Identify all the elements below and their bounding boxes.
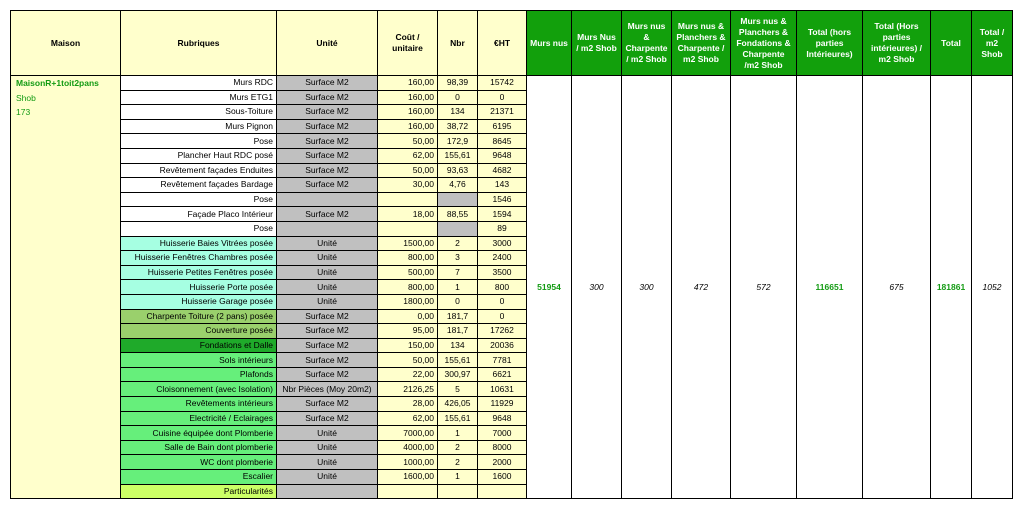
ht-cell[interactable]: 20036: [478, 338, 527, 353]
ht-cell[interactable]: 3500: [478, 265, 527, 280]
rubrique-cell[interactable]: Huisserie Baies Vitrées posée: [121, 236, 277, 251]
ht-cell[interactable]: 89: [478, 221, 527, 236]
ht-cell[interactable]: 4682: [478, 163, 527, 178]
rubrique-cell[interactable]: Sols intérieurs: [121, 353, 277, 368]
nbr-cell[interactable]: 4,76: [438, 178, 478, 193]
ht-cell[interactable]: 21371: [478, 105, 527, 120]
cout-cell[interactable]: 1000,00: [378, 455, 438, 470]
cout-cell[interactable]: 4000,00: [378, 440, 438, 455]
cout-cell[interactable]: 150,00: [378, 338, 438, 353]
ht-cell[interactable]: 9648: [478, 411, 527, 426]
unite-cell[interactable]: Unité: [277, 294, 378, 309]
cout-cell[interactable]: 22,00: [378, 367, 438, 382]
nbr-cell[interactable]: 2: [438, 440, 478, 455]
rubrique-cell[interactable]: Façade Placo Intérieur: [121, 207, 277, 222]
cout-cell[interactable]: 160,00: [378, 90, 438, 105]
unite-cell[interactable]: Unité: [277, 280, 378, 295]
nbr-cell[interactable]: 172,9: [438, 134, 478, 149]
summary-murs-plan-fond-charp[interactable]: 572: [731, 76, 797, 499]
ht-cell[interactable]: 0: [478, 90, 527, 105]
unite-cell[interactable]: Surface M2: [277, 163, 378, 178]
shob-value: 173: [16, 107, 31, 118]
header-murs-nus-shob[interactable]: Murs Nus / m2 Shob: [572, 11, 622, 76]
header-unite[interactable]: Unité: [277, 11, 378, 76]
ht-cell[interactable]: 11929: [478, 397, 527, 412]
nbr-cell[interactable]: 155,61: [438, 411, 478, 426]
cout-cell[interactable]: 28,00: [378, 397, 438, 412]
unite-cell[interactable]: Surface M2: [277, 411, 378, 426]
header-nbr[interactable]: Nbr: [438, 11, 478, 76]
maison-name: MaisonR+1toit2pans: [16, 78, 99, 88]
nbr-cell[interactable]: 1: [438, 426, 478, 441]
header-murs-nus[interactable]: Murs nus: [527, 11, 572, 76]
rubrique-cell[interactable]: Pose: [121, 192, 277, 207]
header-total[interactable]: Total: [931, 11, 972, 76]
unite-cell[interactable]: Surface M2: [277, 207, 378, 222]
unite-cell[interactable]: Surface M2: [277, 353, 378, 368]
rubrique-cell[interactable]: Plancher Haut RDC posé: [121, 148, 277, 163]
ht-cell[interactable]: 1546: [478, 192, 527, 207]
cout-cell[interactable]: 7000,00: [378, 426, 438, 441]
spreadsheet: [10, 10, 1013, 499]
rubrique-cell[interactable]: Pose: [121, 221, 277, 236]
rubrique-cell[interactable]: Pose: [121, 134, 277, 149]
nbr-cell[interactable]: 2: [438, 455, 478, 470]
cost-table: [10, 10, 1013, 499]
rubrique-cell[interactable]: Couverture posée: [121, 324, 277, 339]
nbr-cell[interactable]: 0: [438, 294, 478, 309]
unite-cell[interactable]: Unité: [277, 426, 378, 441]
nbr-cell[interactable]: [438, 484, 478, 499]
cout-cell[interactable]: 50,00: [378, 353, 438, 368]
rubrique-cell[interactable]: Charpente Toiture (2 pans) posée: [121, 309, 277, 324]
nbr-cell[interactable]: 426,05: [438, 397, 478, 412]
cout-cell[interactable]: 500,00: [378, 265, 438, 280]
cout-cell[interactable]: [378, 484, 438, 499]
ht-cell[interactable]: 0: [478, 309, 527, 324]
cout-cell[interactable]: 1600,00: [378, 470, 438, 485]
cout-cell[interactable]: [378, 192, 438, 207]
cout-cell[interactable]: 62,00: [378, 411, 438, 426]
cout-cell[interactable]: 160,00: [378, 76, 438, 91]
ht-cell[interactable]: 17262: [478, 324, 527, 339]
ht-cell[interactable]: 1600: [478, 470, 527, 485]
rubrique-cell[interactable]: Huisserie Porte posée: [121, 280, 277, 295]
rubrique-cell[interactable]: Revêtements intérieurs: [121, 397, 277, 412]
unite-cell[interactable]: Unité: [277, 455, 378, 470]
ht-cell[interactable]: 143: [478, 178, 527, 193]
nbr-cell[interactable]: 5: [438, 382, 478, 397]
ht-cell[interactable]: 800: [478, 280, 527, 295]
unite-cell[interactable]: Surface M2: [277, 134, 378, 149]
table-row: [11, 76, 1013, 91]
nbr-cell[interactable]: 7: [438, 265, 478, 280]
summary-murs-charp[interactable]: 300: [622, 76, 672, 499]
ht-cell[interactable]: 6621: [478, 367, 527, 382]
ht-cell[interactable]: 2000: [478, 455, 527, 470]
rubrique-cell[interactable]: Escalier: [121, 470, 277, 485]
rubrique-cell[interactable]: Murs RDC: [121, 76, 277, 91]
header-murs-charpente[interactable]: Murs nus & Charpente / m2 Shob: [622, 11, 672, 76]
rubrique-cell[interactable]: Cuisine équipée dont Plomberie: [121, 426, 277, 441]
unite-cell[interactable]: Surface M2: [277, 178, 378, 193]
unite-cell[interactable]: Surface M2: [277, 324, 378, 339]
ht-cell[interactable]: 7781: [478, 353, 527, 368]
summary-total[interactable]: 181861: [931, 76, 972, 499]
rubrique-cell[interactable]: WC dont plomberie: [121, 455, 277, 470]
nbr-cell[interactable]: 38,72: [438, 119, 478, 134]
ht-cell[interactable]: 8000: [478, 440, 527, 455]
unite-cell[interactable]: Surface M2: [277, 309, 378, 324]
header-rubriques[interactable]: Rubriques: [121, 11, 277, 76]
nbr-cell[interactable]: 181,7: [438, 309, 478, 324]
ht-cell[interactable]: 3000: [478, 236, 527, 251]
cout-cell[interactable]: 18,00: [378, 207, 438, 222]
unite-cell[interactable]: [277, 192, 378, 207]
cout-cell[interactable]: 0,00: [378, 309, 438, 324]
nbr-cell[interactable]: 155,61: [438, 353, 478, 368]
cout-cell[interactable]: 160,00: [378, 119, 438, 134]
ht-cell[interactable]: 8645: [478, 134, 527, 149]
header-murs-planchers-fondations-charpente[interactable]: Murs nus & Planchers & Fondations & Charpente /m2 Shob: [731, 11, 797, 76]
cout-cell[interactable]: 800,00: [378, 280, 438, 295]
unite-cell[interactable]: Surface M2: [277, 338, 378, 353]
unite-cell[interactable]: Surface M2: [277, 367, 378, 382]
ht-cell[interactable]: 15742: [478, 76, 527, 91]
summary-total-hors[interactable]: 116651: [797, 76, 863, 499]
summary-murs-plan-charp[interactable]: 472: [672, 76, 731, 499]
nbr-cell[interactable]: 93,63: [438, 163, 478, 178]
header-ht[interactable]: €HT: [478, 11, 527, 76]
unite-cell[interactable]: Surface M2: [277, 76, 378, 91]
nbr-cell[interactable]: 1: [438, 280, 478, 295]
summary-murs-nus[interactable]: 51954: [527, 76, 572, 499]
nbr-cell[interactable]: [438, 192, 478, 207]
shob-label: Shob: [16, 92, 36, 103]
cout-cell[interactable]: 1500,00: [378, 236, 438, 251]
ht-cell[interactable]: 2400: [478, 251, 527, 266]
ht-cell[interactable]: 1594: [478, 207, 527, 222]
nbr-cell[interactable]: 300,97: [438, 367, 478, 382]
ht-cell[interactable]: 10631: [478, 382, 527, 397]
ht-cell[interactable]: 7000: [478, 426, 527, 441]
nbr-cell[interactable]: 181,7: [438, 324, 478, 339]
unite-cell[interactable]: Unité: [277, 236, 378, 251]
header-total-hors[interactable]: Total (hors parties Intérieures): [797, 11, 863, 76]
ht-cell[interactable]: [478, 484, 527, 499]
rubrique-cell[interactable]: Murs ETG1: [121, 90, 277, 105]
nbr-cell[interactable]: 155,61: [438, 148, 478, 163]
unite-cell[interactable]: Nbr Pièces (Moy 20m2): [277, 382, 378, 397]
rubrique-cell[interactable]: Revêtement façades Bardage: [121, 178, 277, 193]
summary-total-hors-shob[interactable]: 675: [863, 76, 931, 499]
unite-cell[interactable]: [277, 484, 378, 499]
ht-cell[interactable]: 6195: [478, 119, 527, 134]
nbr-cell[interactable]: 98,39: [438, 76, 478, 91]
cout-cell[interactable]: 62,00: [378, 148, 438, 163]
rubrique-cell[interactable]: Revêtement façades Enduites: [121, 163, 277, 178]
cout-cell[interactable]: [378, 221, 438, 236]
header-murs-planchers-charpente[interactable]: Murs nus & Planchers & Charpente / m2 Shob: [672, 11, 731, 76]
maison-cell[interactable]: [11, 76, 121, 499]
rubrique-cell[interactable]: Electricité / Eclairages: [121, 411, 277, 426]
ht-cell[interactable]: 9648: [478, 148, 527, 163]
rubrique-cell[interactable]: Particularités: [121, 484, 277, 499]
unite-cell[interactable]: Unité: [277, 440, 378, 455]
header-cout[interactable]: Coût / unitaire: [378, 11, 438, 76]
rubrique-cell[interactable]: Cloisonnement (avec Isolation): [121, 382, 277, 397]
nbr-cell[interactable]: 2: [438, 236, 478, 251]
cout-cell[interactable]: 800,00: [378, 251, 438, 266]
unite-cell[interactable]: Surface M2: [277, 148, 378, 163]
cout-cell[interactable]: 2126,25: [378, 382, 438, 397]
rubrique-cell[interactable]: Fondations et Dalle: [121, 338, 277, 353]
rubrique-cell[interactable]: Plafonds: [121, 367, 277, 382]
nbr-cell[interactable]: 0: [438, 90, 478, 105]
nbr-cell[interactable]: 134: [438, 338, 478, 353]
summary-murs-nus-shob[interactable]: 300: [572, 76, 622, 499]
header-maison[interactable]: Maison: [11, 11, 121, 76]
nbr-cell[interactable]: 88,55: [438, 207, 478, 222]
unite-cell[interactable]: Unité: [277, 251, 378, 266]
header-total-hors-shob[interactable]: Total (Hors parties intérieures) / m2 Shob: [863, 11, 931, 76]
unite-cell[interactable]: Unité: [277, 470, 378, 485]
nbr-cell[interactable]: 134: [438, 105, 478, 120]
unite-cell[interactable]: Surface M2: [277, 397, 378, 412]
cout-cell[interactable]: 95,00: [378, 324, 438, 339]
unite-cell[interactable]: Surface M2: [277, 119, 378, 134]
cout-cell[interactable]: 160,00: [378, 105, 438, 120]
header-total-shob[interactable]: Total / m2 Shob: [972, 11, 1013, 76]
rubrique-cell[interactable]: Huisserie Fenêtres Chambres posée: [121, 251, 277, 266]
summary-total-shob[interactable]: 1052: [972, 76, 1013, 499]
unite-cell[interactable]: [277, 221, 378, 236]
rubrique-cell[interactable]: Murs Pignon: [121, 119, 277, 134]
cout-cell[interactable]: 30,00: [378, 178, 438, 193]
cout-cell[interactable]: 50,00: [378, 163, 438, 178]
unite-cell[interactable]: Surface M2: [277, 105, 378, 120]
unite-cell[interactable]: Unité: [277, 265, 378, 280]
nbr-cell[interactable]: [438, 221, 478, 236]
unite-cell[interactable]: Surface M2: [277, 90, 378, 105]
nbr-cell[interactable]: 1: [438, 470, 478, 485]
rubrique-cell[interactable]: Salle de Bain dont plomberie: [121, 440, 277, 455]
nbr-cell[interactable]: 3: [438, 251, 478, 266]
rubrique-cell[interactable]: Sous-Toiture: [121, 105, 277, 120]
ht-cell[interactable]: 0: [478, 294, 527, 309]
rubrique-cell[interactable]: Huisserie Garage posée: [121, 294, 277, 309]
cout-cell[interactable]: 1800,00: [378, 294, 438, 309]
rubrique-cell[interactable]: Huisserie Petites Fenêtres posée: [121, 265, 277, 280]
header-row: [11, 11, 1013, 76]
cout-cell[interactable]: 50,00: [378, 134, 438, 149]
